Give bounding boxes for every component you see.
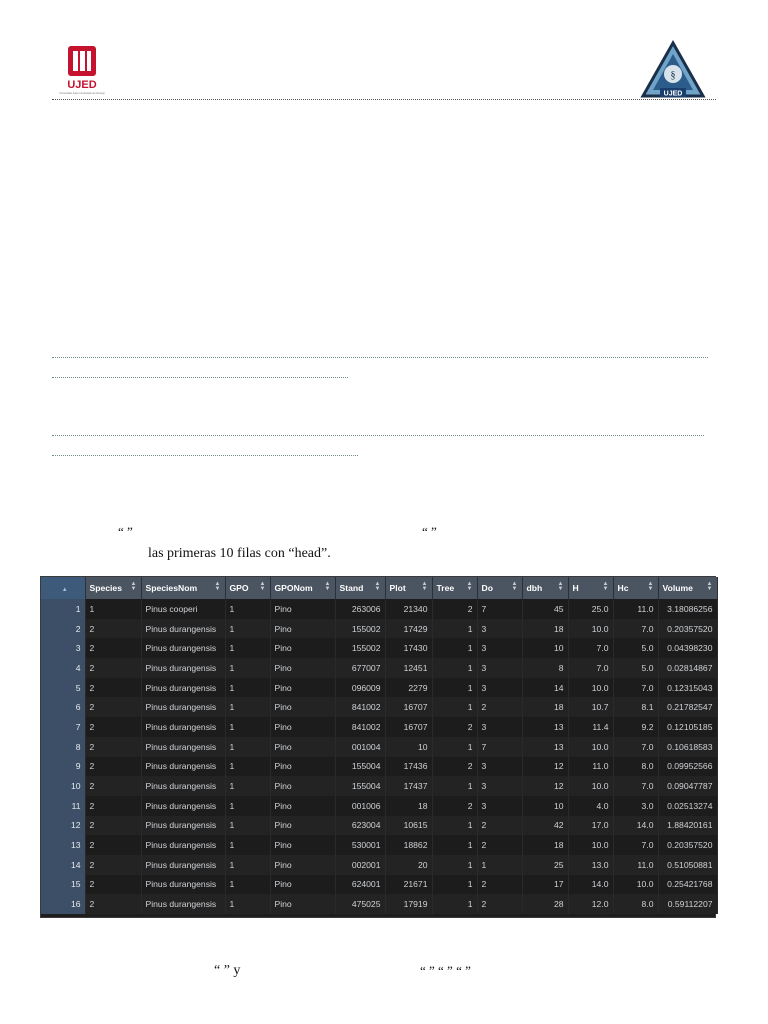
sort-arrows-icon: ▲ ▼ xyxy=(647,581,654,592)
sort-asc-icon: ▲ xyxy=(61,587,68,593)
table-cell: 10 xyxy=(522,638,568,658)
row-number: 16 xyxy=(41,894,85,914)
table-cell: 1 xyxy=(432,875,477,895)
table-cell: Pinus durangensis xyxy=(141,816,225,836)
table-cell: 1 xyxy=(432,776,477,796)
table-cell: 096009 xyxy=(335,678,385,698)
table-cell: 12.0 xyxy=(568,894,613,914)
sort-arrows-icon: ▲ ▼ xyxy=(557,581,564,592)
svg-text:§: § xyxy=(670,70,676,81)
table-cell: 2 xyxy=(85,678,141,698)
table-cell: 17429 xyxy=(385,619,432,639)
column-header-dbh[interactable] xyxy=(522,577,568,599)
table-cell: 1 xyxy=(225,835,270,855)
sort-arrows-icon: ▲ ▼ xyxy=(324,581,331,592)
table-cell: Pinus durangensis xyxy=(141,776,225,796)
table-cell: 10.0 xyxy=(568,835,613,855)
table-cell: 11.0 xyxy=(613,599,658,619)
table-cell: 16707 xyxy=(385,717,432,737)
table-cell: 7.0 xyxy=(568,638,613,658)
table-cell: 17437 xyxy=(385,776,432,796)
table-cell: Pino xyxy=(270,855,335,875)
table-cell: 0.20357520 xyxy=(658,835,717,855)
sort-arrows-icon: ▲ ▼ xyxy=(466,581,473,592)
table-cell: Pinus durangensis xyxy=(141,875,225,895)
table-cell: 10.0 xyxy=(568,619,613,639)
table-cell: Pinus cooperi xyxy=(141,599,225,619)
table-cell: 1 xyxy=(225,717,270,737)
table-cell: 5.0 xyxy=(613,638,658,658)
table-cell: 3 xyxy=(477,678,522,698)
table-cell: 1 xyxy=(225,619,270,639)
table-cell: 18 xyxy=(385,796,432,816)
table-cell: 25 xyxy=(522,855,568,875)
column-header-label: Stand xyxy=(339,583,364,593)
column-header-label: Tree xyxy=(436,583,455,593)
table-cell: 1 xyxy=(225,796,270,816)
table-cell: 1 xyxy=(225,776,270,796)
table-cell: 2 xyxy=(432,717,477,737)
table-cell: 10.0 xyxy=(568,678,613,698)
column-header-label: dbh xyxy=(526,583,543,593)
table-cell: Pino xyxy=(270,619,335,639)
table-cell: 2 xyxy=(85,697,141,717)
table-cell: 18862 xyxy=(385,835,432,855)
dotted-line xyxy=(52,357,708,358)
table-cell: 2 xyxy=(85,737,141,757)
table-row[interactable] xyxy=(41,697,717,717)
table-cell: Pino xyxy=(270,737,335,757)
table-row[interactable] xyxy=(41,757,717,777)
column-header-h[interactable] xyxy=(568,577,613,599)
table-cell: 0.02814867 xyxy=(658,658,717,678)
column-header-stand[interactable] xyxy=(335,577,385,599)
column-header-gponom[interactable] xyxy=(270,577,335,599)
table-cell: 7 xyxy=(477,737,522,757)
table-cell: 3.0 xyxy=(613,796,658,816)
table-cell: 5.0 xyxy=(613,658,658,678)
table-cell: 3 xyxy=(477,658,522,678)
table-cell: Pinus durangensis xyxy=(141,658,225,678)
table-cell: 12451 xyxy=(385,658,432,678)
table-cell: 155002 xyxy=(335,619,385,639)
table-row[interactable] xyxy=(41,737,717,757)
table-cell: 3 xyxy=(477,757,522,777)
table-cell: 2 xyxy=(477,835,522,855)
table-cell: 1 xyxy=(432,678,477,698)
table-cell: 3 xyxy=(477,638,522,658)
table-cell: 001006 xyxy=(335,796,385,816)
table-cell: 42 xyxy=(522,816,568,836)
sort-arrows-icon: ▲ ▼ xyxy=(374,581,381,592)
table-cell: 3 xyxy=(477,619,522,639)
table-cell: 841002 xyxy=(335,717,385,737)
table-row[interactable] xyxy=(41,875,717,895)
table-cell: 1 xyxy=(432,658,477,678)
data-viewer-table xyxy=(40,576,716,918)
table-cell: 530001 xyxy=(335,835,385,855)
table-cell: 1 xyxy=(432,835,477,855)
dotted-line xyxy=(52,377,348,378)
table-cell: Pinus durangensis xyxy=(141,619,225,639)
table-cell: 3 xyxy=(477,796,522,816)
table-cell: 7.0 xyxy=(568,658,613,678)
table-cell: 7.0 xyxy=(613,737,658,757)
table-cell: 2 xyxy=(477,816,522,836)
table-cell: 1 xyxy=(432,619,477,639)
table-cell: 10.0 xyxy=(613,875,658,895)
table-cell: 0.10618583 xyxy=(658,737,717,757)
column-header-volume[interactable] xyxy=(658,577,717,599)
table-cell: 17436 xyxy=(385,757,432,777)
table-cell: 841002 xyxy=(335,697,385,717)
table-cell: Pino xyxy=(270,658,335,678)
sort-arrows-icon: ▲ ▼ xyxy=(214,581,221,592)
table-row[interactable] xyxy=(41,855,717,875)
column-header-label: Plot xyxy=(389,583,406,593)
table-cell: 0.12315043 xyxy=(658,678,717,698)
table-cell: 0.12105185 xyxy=(658,717,717,737)
ujed-logo xyxy=(59,44,105,96)
column-header-species[interactable] xyxy=(85,577,141,599)
table-cell: Pino xyxy=(270,894,335,914)
table-row[interactable] xyxy=(41,776,717,796)
table-cell: 4.0 xyxy=(568,796,613,816)
table-cell: 8.0 xyxy=(613,757,658,777)
table-cell: 2 xyxy=(85,776,141,796)
table-cell: 20 xyxy=(385,855,432,875)
table-cell: 1 xyxy=(85,599,141,619)
table-cell: 3 xyxy=(477,776,522,796)
table-cell: 2 xyxy=(432,757,477,777)
table-cell: 155002 xyxy=(335,638,385,658)
table-cell: 11.4 xyxy=(568,717,613,737)
table-cell: Pinus durangensis xyxy=(141,757,225,777)
table-row[interactable] xyxy=(41,894,717,914)
table-cell: 1 xyxy=(432,855,477,875)
table-cell: 1 xyxy=(225,737,270,757)
table-cell: 2 xyxy=(477,894,522,914)
table-row[interactable] xyxy=(41,638,717,658)
table-cell: 1 xyxy=(225,638,270,658)
table-cell: 12 xyxy=(522,776,568,796)
table-cell: 155004 xyxy=(335,757,385,777)
table-cell: 0.09047787 xyxy=(658,776,717,796)
column-header-label: Do xyxy=(481,583,493,593)
row-number: 11 xyxy=(41,796,85,816)
table-cell: 10 xyxy=(385,737,432,757)
table-cell: 0.02513274 xyxy=(658,796,717,816)
quote-fragment: “ ” xyxy=(118,524,133,539)
table-cell: 2 xyxy=(85,757,141,777)
table-cell: 2 xyxy=(85,816,141,836)
table-cell: 7 xyxy=(477,599,522,619)
data-table xyxy=(41,577,718,914)
table-cell: 25.0 xyxy=(568,599,613,619)
row-number: 2 xyxy=(41,619,85,639)
table-cell: 8.0 xyxy=(613,894,658,914)
table-cell: 1 xyxy=(225,875,270,895)
faculty-emblem-logo xyxy=(640,40,706,100)
row-number: 12 xyxy=(41,816,85,836)
table-row[interactable] xyxy=(41,678,717,698)
table-cell: 3.18086256 xyxy=(658,599,717,619)
table-cell: 7.0 xyxy=(613,678,658,698)
table-cell: Pino xyxy=(270,638,335,658)
table-cell: 11.0 xyxy=(568,757,613,777)
table-cell: 2 xyxy=(85,875,141,895)
table-cell: 2 xyxy=(85,717,141,737)
column-header-label: GPONom xyxy=(274,583,313,593)
table-cell: Pino xyxy=(270,796,335,816)
table-cell: Pinus durangensis xyxy=(141,638,225,658)
column-header-rownum[interactable] xyxy=(41,577,85,599)
row-number: 9 xyxy=(41,757,85,777)
column-header-label: H xyxy=(572,583,579,593)
table-cell: 28 xyxy=(522,894,568,914)
table-cell: 1 xyxy=(225,678,270,698)
table-cell: Pinus durangensis xyxy=(141,737,225,757)
table-row[interactable] xyxy=(41,717,717,737)
table-cell: Pinus durangensis xyxy=(141,697,225,717)
table-cell: 10615 xyxy=(385,816,432,836)
table-cell: 1 xyxy=(225,599,270,619)
table-cell: 2 xyxy=(85,796,141,816)
table-cell: 3 xyxy=(477,717,522,737)
table-row[interactable] xyxy=(41,619,717,639)
table-cell: 10.0 xyxy=(568,737,613,757)
table-cell: 8.1 xyxy=(613,697,658,717)
table-cell: 0.09952566 xyxy=(658,757,717,777)
dotted-line xyxy=(52,455,358,456)
table-cell: 13 xyxy=(522,717,568,737)
row-number: 4 xyxy=(41,658,85,678)
svg-text:UJED: UJED xyxy=(663,90,683,98)
table-cell: 0.21782547 xyxy=(658,697,717,717)
table-cell: 2 xyxy=(432,796,477,816)
table-cell: Pino xyxy=(270,697,335,717)
table-cell: Pino xyxy=(270,835,335,855)
row-number: 13 xyxy=(41,835,85,855)
table-cell: 2 xyxy=(432,599,477,619)
table-cell: 677007 xyxy=(335,658,385,678)
table-cell: 8 xyxy=(522,658,568,678)
column-header-label: GPO xyxy=(229,583,249,593)
table-cell: 002001 xyxy=(335,855,385,875)
table-cell: 1 xyxy=(432,816,477,836)
table-cell: 263006 xyxy=(335,599,385,619)
table-cell: 1 xyxy=(225,697,270,717)
table-cell: 12 xyxy=(522,757,568,777)
table-cell: 2 xyxy=(477,697,522,717)
table-header-row xyxy=(41,577,717,599)
sort-arrows-icon: ▲ ▼ xyxy=(130,581,137,592)
sort-arrows-icon: ▲ ▼ xyxy=(602,581,609,592)
table-cell: 14 xyxy=(522,678,568,698)
dotted-line xyxy=(52,435,704,436)
row-number: 7 xyxy=(41,717,85,737)
table-cell: Pinus durangensis xyxy=(141,717,225,737)
table-cell: 17919 xyxy=(385,894,432,914)
table-cell: Pinus durangensis xyxy=(141,796,225,816)
column-header-do[interactable] xyxy=(477,577,522,599)
table-cell: Pino xyxy=(270,678,335,698)
table-cell: Pino xyxy=(270,757,335,777)
table-cell: 16707 xyxy=(385,697,432,717)
table-cell: 475025 xyxy=(335,894,385,914)
table-cell: 0.59112207 xyxy=(658,894,717,914)
sort-arrows-icon: ▲ ▼ xyxy=(706,581,713,592)
table-row[interactable] xyxy=(41,796,717,816)
quote-fragment: “ ” xyxy=(422,524,437,539)
table-cell: 1 xyxy=(225,894,270,914)
table-cell: Pino xyxy=(270,816,335,836)
row-number: 15 xyxy=(41,875,85,895)
table-cell: 1 xyxy=(432,894,477,914)
table-cell: 0.51050881 xyxy=(658,855,717,875)
table-cell: 21671 xyxy=(385,875,432,895)
table-cell: 2 xyxy=(85,855,141,875)
table-cell: 7.0 xyxy=(613,776,658,796)
table-cell: 1 xyxy=(225,816,270,836)
quote-fragment: “ ” y xyxy=(214,963,241,978)
column-header-speciesnom[interactable] xyxy=(141,577,225,599)
row-number: 10 xyxy=(41,776,85,796)
table-cell: 18 xyxy=(522,619,568,639)
table-cell: 9.2 xyxy=(613,717,658,737)
table-cell: 2 xyxy=(85,619,141,639)
table-cell: 1 xyxy=(432,697,477,717)
table-cell: 45 xyxy=(522,599,568,619)
header-divider xyxy=(52,99,716,100)
table-row[interactable] xyxy=(41,835,717,855)
sort-arrows-icon: ▲ ▼ xyxy=(511,581,518,592)
row-number: 8 xyxy=(41,737,85,757)
column-header-label: Hc xyxy=(617,583,629,593)
table-cell: Pino xyxy=(270,599,335,619)
table-cell: 155004 xyxy=(335,776,385,796)
quote-fragment: “ ” “ ” “ ” xyxy=(420,963,471,978)
table-cell: 7.0 xyxy=(613,619,658,639)
table-cell: Pino xyxy=(270,717,335,737)
table-cell: 13 xyxy=(522,737,568,757)
row-number: 3 xyxy=(41,638,85,658)
table-cell: 2 xyxy=(85,894,141,914)
table-cell: Pino xyxy=(270,776,335,796)
table-cell: 2 xyxy=(85,835,141,855)
table-cell: 1 xyxy=(432,638,477,658)
column-header-label: Volume xyxy=(662,583,693,593)
table-cell: 17 xyxy=(522,875,568,895)
row-number: 5 xyxy=(41,678,85,698)
table-cell: 1.88420161 xyxy=(658,816,717,836)
table-cell: 2 xyxy=(85,658,141,678)
sort-arrows-icon: ▲ ▼ xyxy=(421,581,428,592)
table-cell: 17.0 xyxy=(568,816,613,836)
svg-text:UJED: UJED xyxy=(67,79,97,91)
table-cell: Pinus durangensis xyxy=(141,894,225,914)
table-row[interactable] xyxy=(41,816,717,836)
table-cell: 10.0 xyxy=(568,776,613,796)
column-header-gpo[interactable] xyxy=(225,577,270,599)
row-number: 14 xyxy=(41,855,85,875)
table-cell: 001004 xyxy=(335,737,385,757)
table-cell: Pinus durangensis xyxy=(141,678,225,698)
table-cell: 21340 xyxy=(385,599,432,619)
table-cell: 0.20357520 xyxy=(658,619,717,639)
table-cell: 18 xyxy=(522,697,568,717)
table-cell: 1 xyxy=(225,757,270,777)
row-number: 1 xyxy=(41,599,85,619)
table-cell: 0.25421768 xyxy=(658,875,717,895)
table-cell: 18 xyxy=(522,835,568,855)
svg-text:Universidad Juárez del Estado: Universidad Juárez del Estado de Durango xyxy=(59,92,105,95)
caption-text: las primeras 10 filas con “head”. xyxy=(148,546,331,561)
column-header-plot[interactable] xyxy=(385,577,432,599)
table-cell: 2 xyxy=(85,638,141,658)
table-cell: Pinus durangensis xyxy=(141,855,225,875)
table-cell: 13.0 xyxy=(568,855,613,875)
table-cell: 1 xyxy=(432,737,477,757)
table-cell: 624001 xyxy=(335,875,385,895)
column-header-tree[interactable] xyxy=(432,577,477,599)
table-cell: 7.0 xyxy=(613,835,658,855)
column-header-label: Species xyxy=(89,583,122,593)
table-cell: Pino xyxy=(270,875,335,895)
table-cell: 1 xyxy=(225,855,270,875)
table-cell: 1 xyxy=(477,855,522,875)
column-header-hc[interactable] xyxy=(613,577,658,599)
sort-arrows-icon: ▲ ▼ xyxy=(259,581,266,592)
table-cell: 10 xyxy=(522,796,568,816)
table-cell: 623004 xyxy=(335,816,385,836)
table-cell: 17430 xyxy=(385,638,432,658)
table-cell: Pinus durangensis xyxy=(141,835,225,855)
table-cell: 14.0 xyxy=(568,875,613,895)
table-cell: 14.0 xyxy=(613,816,658,836)
column-header-label: SpeciesNom xyxy=(145,583,198,593)
table-row[interactable] xyxy=(41,658,717,678)
table-cell: 11.0 xyxy=(613,855,658,875)
table-cell: 0.04398230 xyxy=(658,638,717,658)
table-cell: 2279 xyxy=(385,678,432,698)
row-number: 6 xyxy=(41,697,85,717)
table-cell: 2 xyxy=(477,875,522,895)
table-cell: 10.7 xyxy=(568,697,613,717)
table-row[interactable] xyxy=(41,599,717,619)
table-cell: 1 xyxy=(225,658,270,678)
